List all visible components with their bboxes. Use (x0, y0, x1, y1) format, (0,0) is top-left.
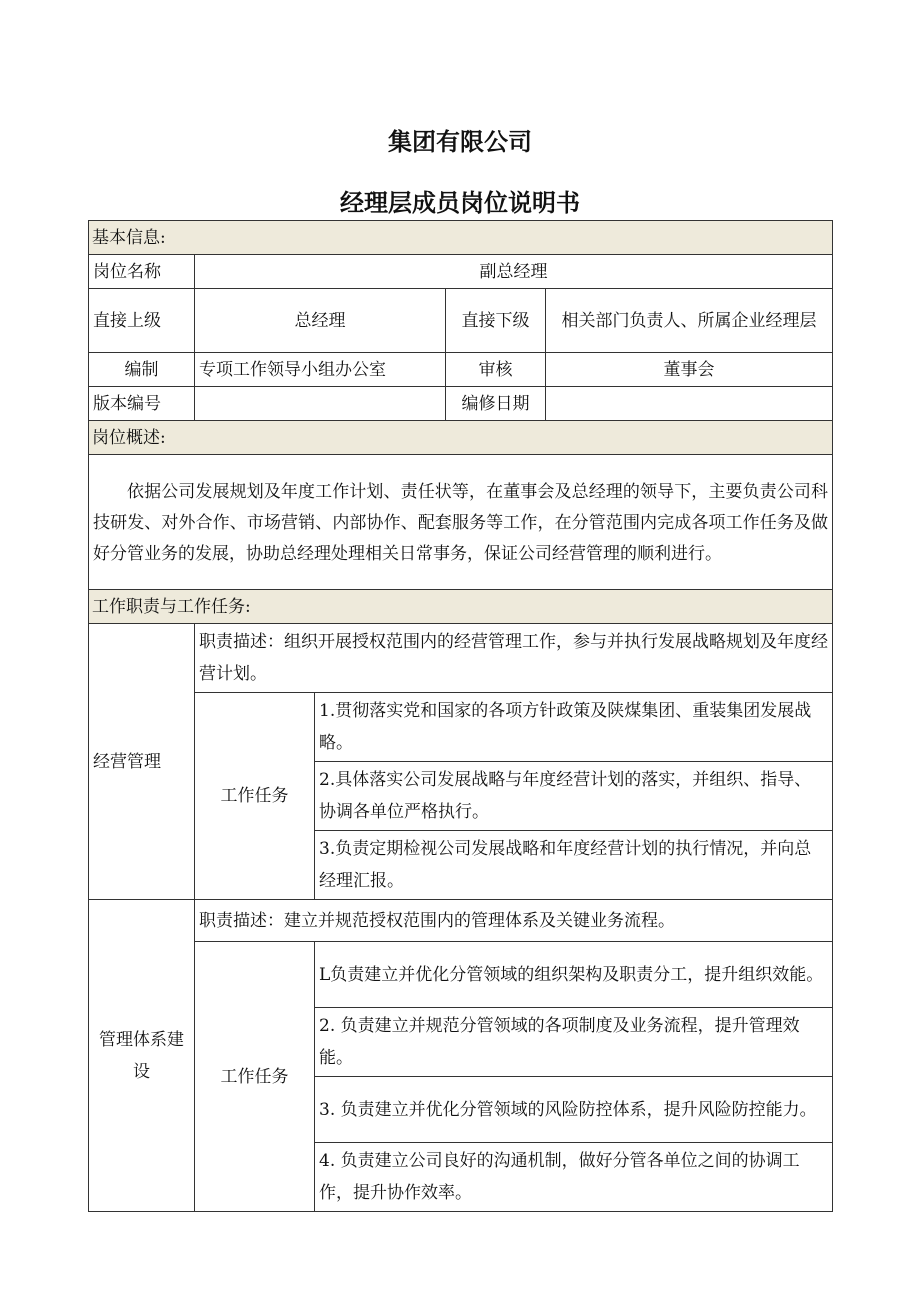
position-label: 岗位名称 (89, 255, 195, 289)
company-title: 集团有限公司 (388, 128, 532, 156)
task-item: 1.贯彻落实党和国家的各项方针政策及陕煤集团、重装集团发展战略。 (315, 693, 833, 762)
duty-description: 职责描述：建立并规范授权范围内的管理体系及关键业务流程。 (195, 900, 833, 942)
revision-date-label: 编修日期 (446, 387, 546, 421)
overview-text: 依据公司发展规划及年度工作计划、责任状等，在董事会及总经理的领导下，主要负责公司科技研发、对外合作、市场营销、内部协作、配套服务等工作，在分管范围内完成各项工作任务及做好分管业务的发展，协助总经理处理相关日常事务，保证公司经营管理的顺利进行。 (89, 455, 833, 590)
superior-value: 总经理 (195, 289, 446, 353)
position-value: 副总经理 (195, 255, 833, 289)
task-item: 4. 负责建立公司良好的沟通机制，做好分管各单位之间的协调工作，提升协作效率。 (315, 1143, 833, 1212)
duty-description: 职责描述：组织开展授权范围内的经营管理工作，参与并执行发展战略规划及年度经营计划。 (195, 624, 833, 693)
section-duties: 工作职责与工作任务: (89, 590, 833, 624)
task-item: 3.负责定期检视公司发展战略和年度经营计划的执行情况，并向总经理汇报。 (315, 831, 833, 900)
task-item: 2. 负责建立并规范分管领域的各项制度及业务流程，提升管理效能。 (315, 1008, 833, 1077)
section-basic-info: 基本信息: (89, 221, 833, 255)
tasks-label: 工作任务 (195, 693, 315, 900)
duty-group-name: 管理体系建设 (89, 900, 195, 1212)
document-title: 经理层成员岗位说明书 (340, 189, 580, 217)
superior-label: 直接上级 (89, 289, 195, 353)
reviewed-label: 审核 (446, 353, 546, 387)
prepared-value: 专项工作领导小组办公室 (195, 353, 446, 387)
version-label: 版本编号 (89, 387, 195, 421)
duty-group-name: 经营管理 (89, 624, 195, 900)
task-item: 2.具体落实公司发展战略与年度经营计划的落实，并组织、指导、协调各单位严格执行。 (315, 762, 833, 831)
version-value (195, 387, 446, 421)
job-description-table (88, 220, 833, 1212)
revision-date-value (546, 387, 833, 421)
subordinate-value: 相关部门负责人、所属企业经理层 (546, 289, 833, 353)
tasks-label: 工作任务 (195, 942, 315, 1212)
reviewed-value: 董事会 (546, 353, 833, 387)
task-item: L负责建立并优化分管领域的组织架构及职责分工，提升组织效能。 (315, 942, 833, 1008)
subordinate-label: 直接下级 (446, 289, 546, 353)
prepared-label: 编制 (89, 353, 195, 387)
section-overview: 岗位概述: (89, 421, 833, 455)
task-item: 3. 负责建立并优化分管领域的风险防控体系，提升风险防控能力。 (315, 1077, 833, 1143)
